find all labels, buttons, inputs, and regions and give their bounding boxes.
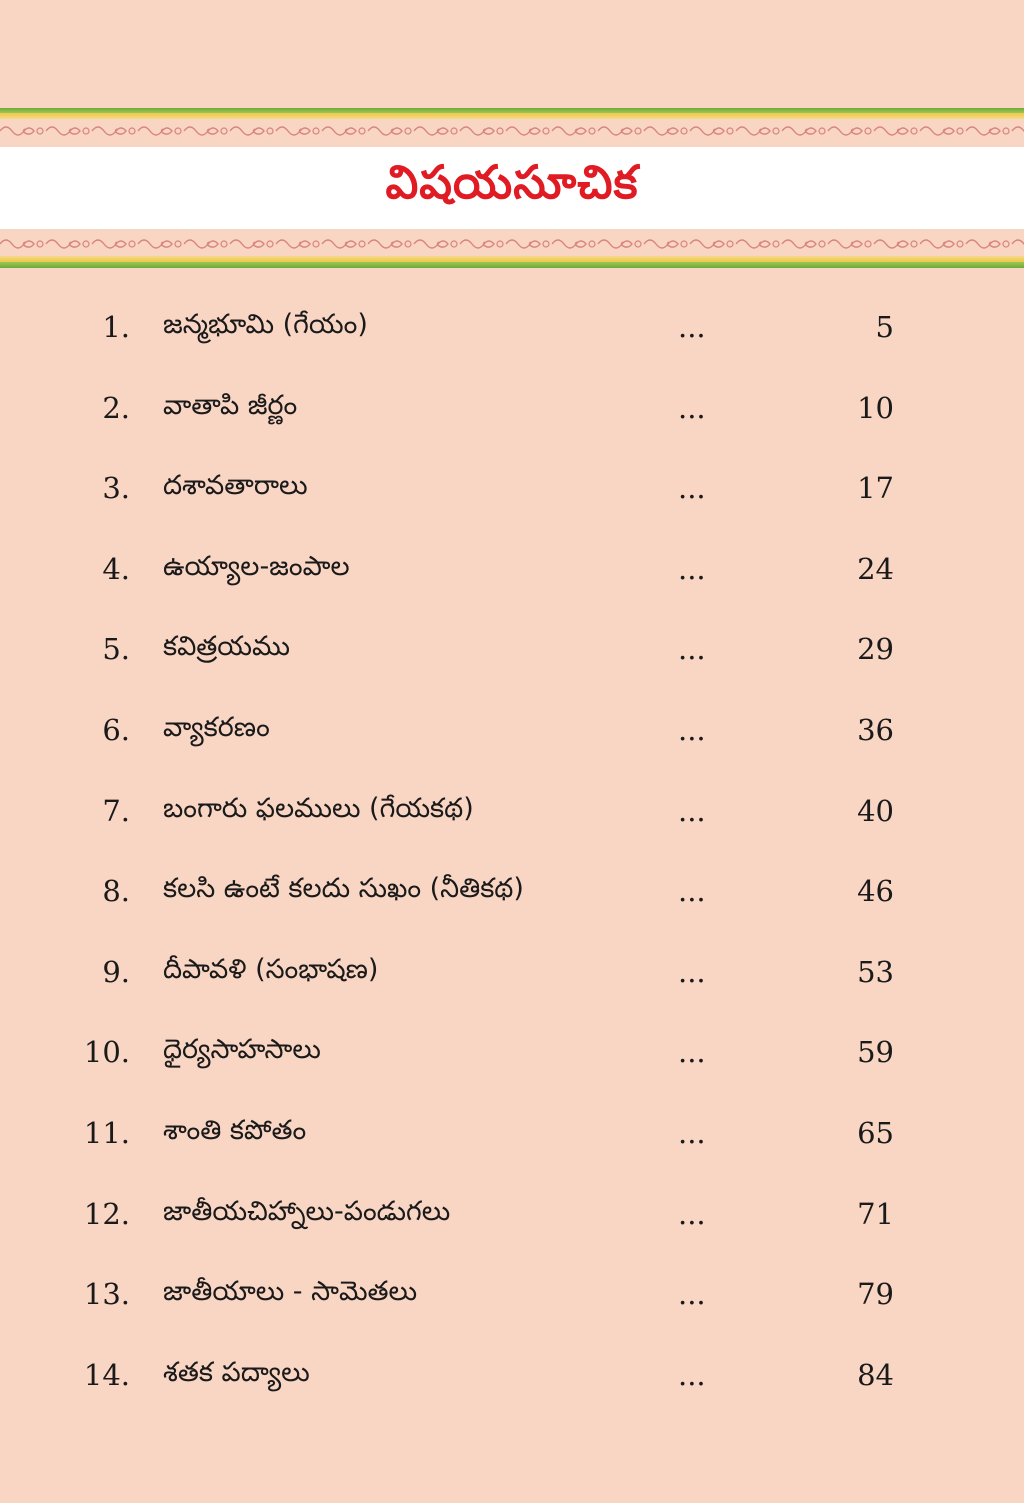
- toc-entry-page-number: 24: [857, 551, 894, 586]
- toc-entry: [0, 1017, 1024, 1098]
- toc-entry-leader-dots: ...: [678, 1196, 706, 1231]
- top-ornament-border: [0, 119, 1024, 143]
- bottom-ornament-border: [0, 232, 1024, 256]
- toc-entry-leader-dots: ...: [678, 954, 706, 989]
- toc-entry-number: 14.: [83, 1357, 130, 1392]
- toc-entry-number: 1.: [102, 310, 130, 344]
- toc-entry-number: 13.: [83, 1277, 130, 1312]
- toc-entry-title: శతక పద్యాలు: [163, 1356, 310, 1388]
- toc-entry-leader-dots: ...: [678, 793, 706, 828]
- ornament-motif: [414, 127, 457, 135]
- ornament-pattern-bottom: [0, 232, 1024, 256]
- toc-entry-page-number: 29: [857, 632, 894, 667]
- toc-entry-page-number: 17: [857, 471, 894, 506]
- ornament-motif: [322, 127, 365, 135]
- toc-entry-number: 3.: [102, 471, 130, 506]
- toc-entry-number: 5.: [102, 632, 130, 667]
- ornament-motif: [644, 127, 687, 135]
- toc-entry-page-number: 59: [857, 1035, 894, 1070]
- ornament-motif: [874, 127, 917, 135]
- toc-entry-page-number: 5: [875, 310, 894, 344]
- ornament-motif: [460, 127, 503, 135]
- toc-entry-page-number: 36: [857, 712, 894, 747]
- toc-entry-leader-dots: ...: [678, 471, 706, 506]
- toc-entry-leader-dots: ...: [678, 551, 706, 586]
- ornament-motif: [276, 240, 319, 248]
- toc-entry-page-number: 65: [857, 1115, 894, 1150]
- ornament-motif: [460, 240, 503, 248]
- toc-entry-page-number: 53: [857, 954, 894, 989]
- ornament-motif: [276, 127, 319, 135]
- page-title: విషయసూచిక: [385, 155, 639, 209]
- ornament-motif: [736, 240, 779, 248]
- ornament-motif: [138, 240, 181, 248]
- toc-entry: [0, 695, 1024, 776]
- ornament-motif: [184, 127, 227, 135]
- toc-entry-number: 10.: [83, 1035, 130, 1070]
- table-of-contents: [0, 292, 1024, 1420]
- toc-entry-leader-dots: ...: [678, 1277, 706, 1312]
- ornament-motif: [506, 127, 549, 135]
- toc-entry: [0, 776, 1024, 857]
- ornament-motif: [322, 240, 365, 248]
- toc-entry-number: 6.: [102, 712, 130, 747]
- toc-entry-title: ధైర్యసాహసాలు: [163, 1034, 321, 1066]
- toc-entry: [0, 1098, 1024, 1179]
- toc-entry: [0, 937, 1024, 1018]
- ornament-motif: [368, 240, 411, 248]
- toc-entry-number: 4.: [102, 551, 130, 586]
- toc-entry: [0, 856, 1024, 937]
- ornament-pattern-top: [0, 119, 1024, 143]
- toc-entry-page-number: 71: [857, 1196, 894, 1231]
- toc-entry-title: కలసి ఉంటే కలదు సుఖం (నీతికథ): [163, 873, 524, 905]
- toc-entry-leader-dots: ...: [678, 310, 706, 344]
- header-band: [0, 108, 1024, 272]
- toc-entry: [0, 373, 1024, 454]
- ornament-motif: [690, 127, 733, 135]
- toc-entry-leader-dots: ...: [678, 390, 706, 425]
- ornament-motif: [92, 240, 135, 248]
- ornament-motif: [598, 127, 641, 135]
- toc-entry-page-number: 84: [857, 1357, 894, 1392]
- ornament-motif: [966, 127, 1009, 135]
- toc-entry-number: 11.: [83, 1115, 130, 1150]
- toc-entry-title: శాంతి కపోతం: [163, 1114, 307, 1146]
- ornament-motif: [966, 240, 1009, 248]
- ornament-motif: [644, 240, 687, 248]
- ornament-motif: [92, 127, 135, 135]
- toc-entry-number: 9.: [102, 954, 130, 989]
- ornament-motif: [368, 127, 411, 135]
- toc-entry-title: దీపావళి (సంభాషణ): [163, 953, 379, 985]
- ornament-motif: [828, 127, 871, 135]
- toc-entry: [0, 614, 1024, 695]
- ornament-motif: [920, 127, 963, 135]
- ornament-motif: [138, 127, 181, 135]
- toc-entry-number: 8.: [102, 874, 130, 909]
- toc-entry-page-number: 40: [857, 793, 894, 828]
- toc-entry: [0, 534, 1024, 615]
- toc-entry: [0, 453, 1024, 534]
- toc-entry-leader-dots: ...: [678, 874, 706, 909]
- ornament-motif: [736, 127, 779, 135]
- ornament-motif: [230, 127, 273, 135]
- ornament-motif: [552, 127, 595, 135]
- toc-entry-title: కవిత్రయము: [163, 631, 290, 663]
- ornament-motif: [0, 127, 43, 135]
- ornament-motif: [1012, 240, 1024, 248]
- ornament-motif: [782, 240, 825, 248]
- ornament-motif: [184, 240, 227, 248]
- ornament-motif: [828, 240, 871, 248]
- toc-entry-leader-dots: ...: [678, 1115, 706, 1150]
- toc-entry-leader-dots: ...: [678, 712, 706, 747]
- ornament-motif: [506, 240, 549, 248]
- toc-entry: [0, 1259, 1024, 1340]
- toc-entry-title: జాతీయచిహ్నాలు-పండుగలు: [163, 1195, 451, 1227]
- toc-entry-leader-dots: ...: [678, 1035, 706, 1070]
- ornament-motif: [782, 127, 825, 135]
- toc-entry-page-number: 46: [857, 874, 894, 909]
- toc-entry-page-number: 10: [857, 390, 894, 425]
- ornament-motif: [874, 240, 917, 248]
- toc-entry-page-number: 79: [857, 1277, 894, 1312]
- ornament-motif: [46, 127, 89, 135]
- ornament-motif: [1012, 127, 1024, 135]
- toc-entry-title: వాతాపి జీర్ణం: [163, 389, 298, 421]
- ornament-motif: [414, 240, 457, 248]
- toc-entry-leader-dots: ...: [678, 632, 706, 667]
- ornament-motif: [920, 240, 963, 248]
- bottom-green-stripe: [0, 262, 1024, 268]
- ornament-motif: [598, 240, 641, 248]
- toc-entry-number: 7.: [102, 793, 130, 828]
- toc-entry: [0, 292, 1024, 373]
- ornament-motif: [552, 240, 595, 248]
- ornament-motif: [46, 240, 89, 248]
- toc-entry-title: జన్మభూమి (గేయం): [163, 309, 368, 340]
- toc-entry: [0, 1340, 1024, 1421]
- toc-entry-title: వ్యాకరణం: [163, 711, 270, 743]
- toc-entry-title: జాతీయాలు - సామెతలు: [163, 1276, 418, 1308]
- ornament-motif: [690, 240, 733, 248]
- toc-entry-leader-dots: ...: [678, 1357, 706, 1392]
- toc-entry-number: 2.: [102, 390, 130, 425]
- toc-entry-title: దశావతారాలు: [163, 470, 308, 502]
- toc-entry-title: బంగారు ఫలములు (గేయకథ): [163, 792, 474, 824]
- toc-entry-number: 12.: [83, 1196, 130, 1231]
- toc-entry: [0, 1179, 1024, 1260]
- title-box: [0, 147, 1024, 229]
- ornament-motif: [230, 240, 273, 248]
- ornament-motif: [0, 240, 43, 248]
- toc-entry-title: ఉయ్యాల-జంపాల: [163, 550, 350, 582]
